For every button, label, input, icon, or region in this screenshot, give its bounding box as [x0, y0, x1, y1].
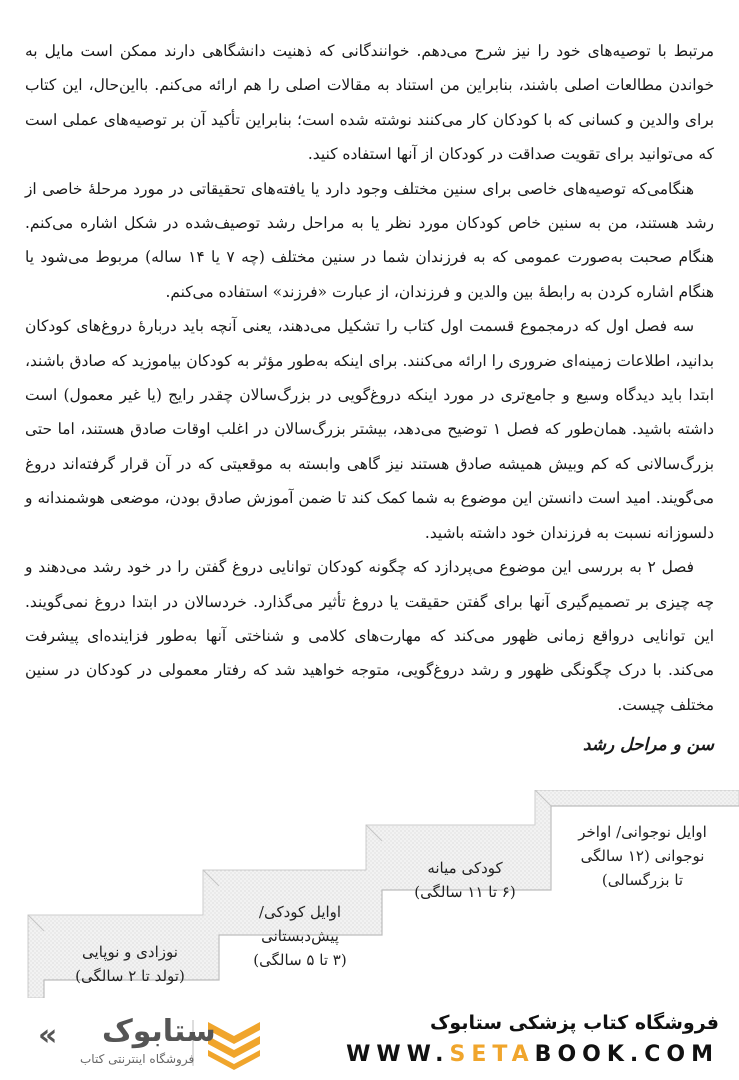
- stage-infancy: [45, 940, 215, 988]
- url-accent: SETA: [449, 1042, 535, 1067]
- logo-subtitle: فروشگاه اینترنتی کتاب: [80, 1052, 195, 1066]
- paragraph-3: سه فصل اول که درمجموع قسمت اول کتاب را تشکیل می‌دهند، یعنی آنچه باید دربارهٔ دروغ‌های کودکان بدانید، اطلاعات زمینه‌ای ضروری را ارائه می‌کنند. برای اینکه به‌طور مؤثر به کودکان بیاموزید که صادق باشند، ابتدا باید دیدگاه وسیع و جامع‌تری در مورد اینکه دروغ‌گویی در بزرگ‌سالان چقدر رایج (یا غیر معمول) است داشته باشید. همان‌طور که فصل ۱ توضیح می‌دهد، بیشتر بزرگ‌سالان در اغلب اوقات صادق هستند، اما حتی بزرگ‌سالانی که کم وبیش همیشه صادق هستند نیز گاهی وابسته به موقعیتی که در آن قرار گرفته‌اند دروغ می‌گویند. امید است دانستن این موضوع به شما کمک کند تا ضمن آموزش صادق بودن، موضعی هوشمندانه و دلسوزانه نسبت به فرزندان خود داشته باشید.: [25, 317, 714, 542]
- setabook-logo[interactable]: [32, 1014, 262, 1074]
- stage-early-childhood: [220, 900, 380, 972]
- paragraph-1: مرتبط با توصیه‌های خود را نیز شرح می‌دهم. خوانندگانی که ذهنیت دانشگاهی دارند ممکن است مایل به خواندن مطالعات اصلی باشند، بنابراین من استناد به مقالات اصلی را هم ارائه می‌کنم. بااین‌حال، این کتاب برای والدین و کسانی که با کودکان کار می‌کنند نوشته شده است؛ بنابراین تأکید آن بر توصیه‌های عملی است که می‌توانید برای تقویت صداقت در کودکان از آنها استفاده کنید.: [25, 42, 714, 164]
- url-prefix: WWW.: [346, 1042, 450, 1067]
- stage-early-childhood-subtitle: پیش‌دبستانی: [261, 927, 339, 945]
- stage-middle-childhood: [385, 856, 545, 904]
- stage-infancy-title: نوزادی و نوپایی: [82, 943, 178, 961]
- stages-staircase: [0, 790, 739, 1009]
- stage-adolescence-subtitle: نوجوانی (۱۲ سالگی: [580, 847, 705, 865]
- body-text: [25, 34, 714, 722]
- footer-banner: [0, 998, 739, 1080]
- stage-early-childhood-age: (۳ تا ۵ سالگی): [253, 951, 347, 969]
- stage-middle-childhood-title: کودکی میانه: [427, 859, 503, 877]
- stage-infancy-age: (تولد تا ۲ سالگی): [75, 967, 185, 985]
- section-title: سن و مراحل رشد: [582, 735, 714, 755]
- url-suffix: BOOK.COM: [534, 1042, 719, 1067]
- stage-adolescence-age: تا بزرگسالی): [601, 871, 684, 889]
- double-chevron-icon: «: [38, 1018, 58, 1053]
- paragraph-2: هنگامی‌که توصیه‌های خاصی برای سنین مختلف وجود دارد یا یافته‌های تحقیقاتی در مورد مرحلهٔ خاصی از رشد هستند، من به سنین خاص کودکان مورد نظر یا به مراحل رشد توصیف‌شده در شکل اشاره می‌کنم. هنگام صحبت به‌صورت عمومی که به فرزندان شما در سنین مختلف (چه ۷ یا ۱۴ ساله) مربوط می‌شود یا هنگام اشاره کردن به رابطهٔ بین والدین و فرزندان، از عبارت «فرزند» استفاده می‌کنم.: [25, 179, 714, 301]
- stage-adolescence-title: اوایل نوجوانی/ اواخر: [578, 823, 707, 841]
- store-name: فروشگاه کتاب پزشکی ستابوک: [429, 1012, 719, 1034]
- stage-middle-childhood-age: (۶ تا ۱۱ سالگی): [414, 883, 516, 901]
- store-url[interactable]: [346, 1042, 719, 1067]
- logo-wordmark: ستابوک: [102, 1014, 216, 1049]
- stage-adolescence: [555, 820, 730, 892]
- paragraph-4: فصل ۲ به بررسی این موضوع می‌پردازد که چگونه کودکان توانایی دروغ گفتن را در خود رشد می‌دهند و چه چیزی بر تصمیم‌گیری آنها برای گفتن حقیقت یا دروغ تأثیر می‌گذارد. خردسالان در ابتدا دروغ نمی‌گویند. این توانایی درواقع زمانی ظهور می‌کند که مهارت‌های کلامی و شناختی آنها به‌طور فزاینده‌ای پیشرفت می‌کند. با درک چگونگی ظهور و رشد دروغ‌گویی، متوجه خواهید شد که رفتار معمولی در کودکان در سنین مختلف چیست.: [25, 558, 714, 714]
- stage-early-childhood-title: اوایل کودکی/: [258, 903, 342, 921]
